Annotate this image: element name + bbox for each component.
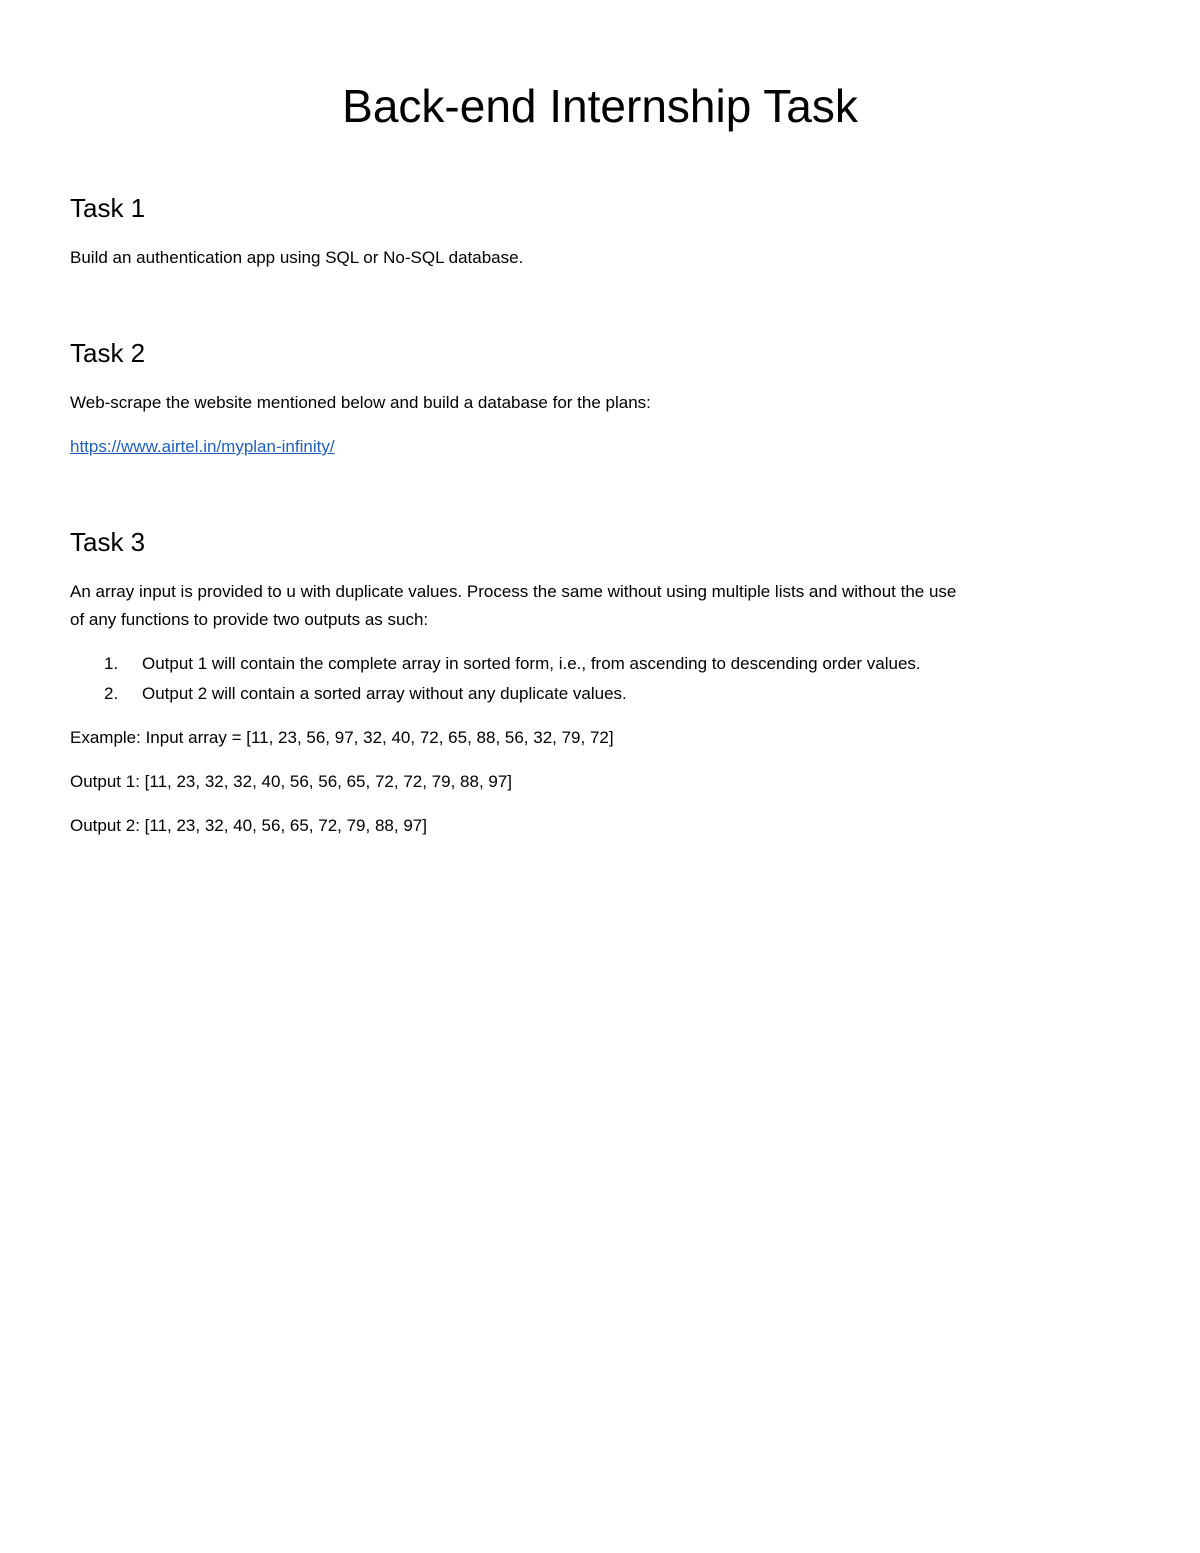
example-input: Example: Input array = [11, 23, 56, 97, 32, 40, 72, 65, 88, 56, 32, 79, 72] <box>70 728 614 747</box>
task2-link-paragraph <box>70 433 1130 461</box>
example-output-1: Output 1: [11, 23, 32, 32, 40, 56, 56, 65, 72, 72, 79, 88, 97] <box>70 772 513 791</box>
example-output-2: Output 2: [11, 23, 32, 40, 56, 65, 72, 79, 88, 97] <box>70 816 427 835</box>
list-item <box>104 650 1144 678</box>
task1-description: Build an authentication app using SQL or No-SQL database. <box>70 248 524 267</box>
task3-intro-line-2: of any functions to provide two outputs as such: <box>70 610 429 629</box>
task1-heading: Task 1 <box>70 193 146 223</box>
list-item-text: Output 2 will contain a sorted array without any duplicate values. <box>142 684 627 703</box>
task3-intro-line-1: An array input is provided to u with duplicate values. Process the same without using multiple lists and without the use <box>70 582 957 601</box>
airtel-plan-link[interactable]: https://www.airtel.in/myplan-infinity/ <box>70 437 335 456</box>
task2-heading: Task 2 <box>70 338 146 368</box>
list-item-number: 1. <box>104 654 119 673</box>
page-title: Back-end Internship Task <box>342 80 858 132</box>
list-item <box>104 680 1144 708</box>
list-item-text: Output 1 will contain the complete array in sorted form, i.e., from ascending to descending order values. <box>142 654 921 673</box>
task3-heading: Task 3 <box>70 527 146 557</box>
task2-description: Web-scrape the website mentioned below and build a database for the plans: <box>70 393 651 412</box>
list-item-number: 2. <box>104 684 119 703</box>
